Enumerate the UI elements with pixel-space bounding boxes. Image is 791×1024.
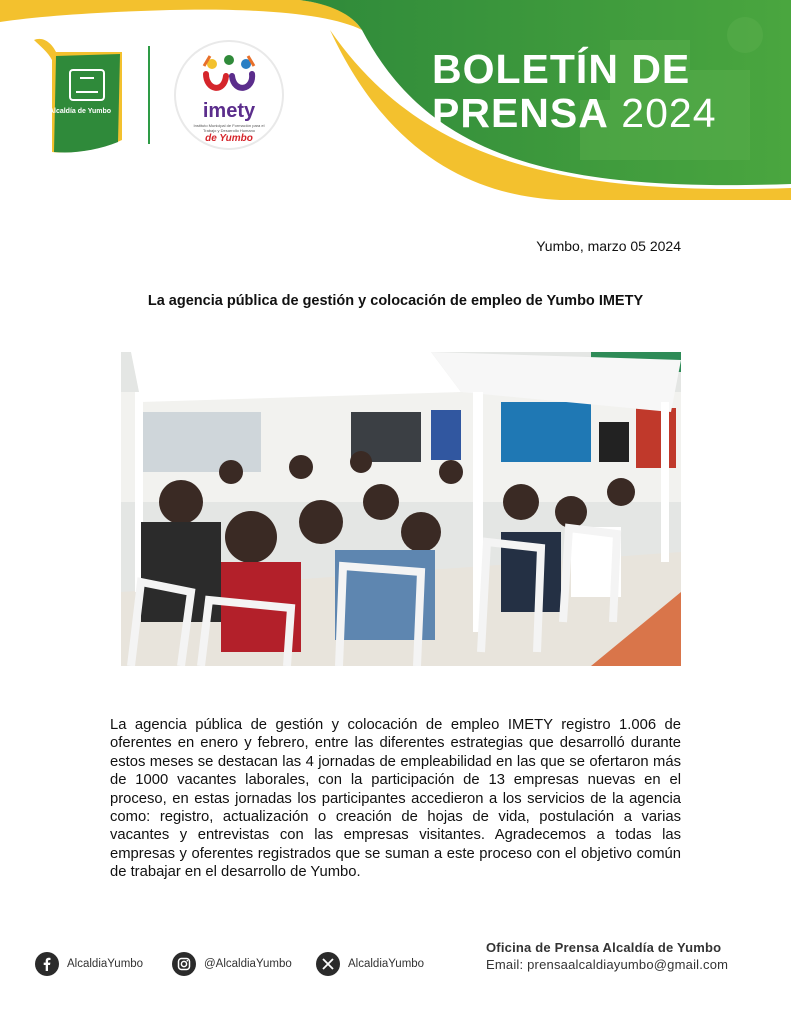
- imety-logo: [174, 40, 284, 150]
- press-body: La agencia pública de gestión y colocación de empleo IMETY registro 1.006 de oferentes en enero y febrero, entre las diferentes estrategias que desarrolló durante estos meses se destacan las 4 jornadas de empleabilidad en las que se ofertaron más de 1000 vacantes laborales, con la participación de 13 empresas nuevas en el proceso, en estas jornadas los participantes accedieron a los servicios de la agencia como: registro, actualización o creación de hojas de vida, postulación a varias vacantes y entrevistas con las empresas visitantes. Agradecemos a todas las empresas y oferentes registrados que se suman a este proceso con el objetivo común de trabajar en el desarrollo de Yumbo.: [110, 717, 681, 881]
- bulletin-title-year: 2024: [621, 90, 717, 136]
- social-x-label: AlcaldiaYumbo: [348, 958, 425, 970]
- press-headline: La agencia pública de gestión y colocación de empleo de Yumbo IMETY: [147, 293, 644, 309]
- press-office: Oficina de Prensa Alcaldía de Yumbo: [486, 940, 722, 955]
- x-icon: [316, 952, 340, 976]
- event-photo: [121, 352, 681, 666]
- social-instagram[interactable]: [172, 951, 292, 977]
- imety-subtitle: Instituto Municipal de Formación para el Trabajo y Desarrollo Humano: [193, 123, 265, 133]
- social-instagram-label: @AlcaldiaYumbo: [204, 958, 292, 970]
- imety-emblem-icon: [176, 46, 282, 106]
- social-x[interactable]: [316, 951, 424, 977]
- header-divider: [148, 46, 150, 144]
- instagram-icon: [172, 952, 196, 976]
- press-date: Yumbo, marzo 05 2024: [536, 238, 681, 254]
- imety-place: de Yumbo: [205, 133, 253, 144]
- event-photo-illustration: [121, 352, 681, 666]
- social-facebook-label: AlcaldiaYumbo: [67, 958, 144, 970]
- header: [0, 0, 791, 200]
- press-email[interactable]: Email: prensaalcaldiayumbo@gmail.com: [486, 957, 729, 972]
- social-facebook[interactable]: [35, 951, 143, 977]
- bulletin-title-line2: [432, 90, 717, 137]
- alcaldia-logo-label: Alcaldía de Yumbo: [48, 108, 112, 115]
- imety-wordmark: imety: [202, 100, 256, 122]
- bulletin-title-word: PRENSA: [432, 90, 609, 136]
- alcaldia-logo: [34, 39, 122, 153]
- facebook-icon: [35, 952, 59, 976]
- bulletin-title-line1: BOLETÍN DE: [432, 46, 691, 92]
